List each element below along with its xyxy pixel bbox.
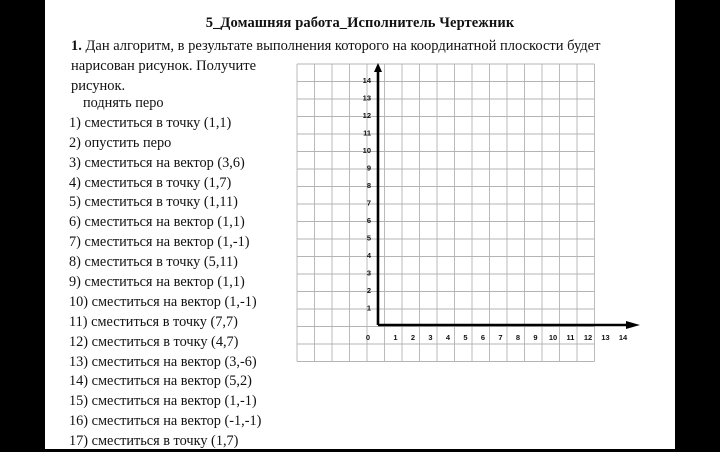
coordinate-grid-svg	[295, 62, 628, 362]
x-tick-label: 2	[410, 333, 416, 342]
y-tick-label: 6	[366, 216, 371, 225]
task-number: 1.	[71, 38, 82, 54]
step-item: 10) сместиться на вектор (1,-1)	[69, 293, 257, 310]
x-tick-label: 6	[480, 333, 486, 342]
x-tick-label: 14	[618, 333, 628, 342]
y-tick-label: 2	[366, 286, 371, 295]
step-item: 12) сместиться в точку (4,7)	[69, 333, 239, 350]
task-text: Дан алгоритм, в результате выполнения которого на координатной плоскости будет	[85, 38, 601, 54]
x-tick-label: 13	[601, 333, 610, 342]
y-tick-label: 9	[366, 163, 371, 173]
y-tick-label: 14	[362, 76, 371, 85]
step-item: 15) сместиться на вектор (1,-1)	[69, 393, 257, 410]
step-item: 14) сместиться на вектор (5,2)	[69, 373, 252, 390]
step-item: 3) сместиться на вектор (3,6)	[69, 154, 245, 171]
task-text-line1	[71, 38, 600, 55]
step-item: 11) сместиться в точку (7,7)	[69, 313, 238, 330]
y-tick-label: 5	[366, 233, 371, 243]
y-tick-label: 3	[366, 268, 371, 278]
step-item: 6) сместиться на вектор (1,1)	[69, 214, 245, 231]
step-item: 9) сместиться на вектор (1,1)	[69, 274, 245, 291]
y-tick-label: 10	[362, 146, 371, 155]
y-tick-label: 7	[366, 198, 371, 208]
y-tick-label: 1	[366, 303, 371, 313]
origin-label: 0	[365, 333, 371, 342]
x-axis-arrow	[626, 321, 640, 329]
x-tick-label: 9	[533, 333, 538, 342]
x-tick-label: 1	[393, 333, 398, 342]
step-item: 1) сместиться в точку (1,1)	[69, 114, 232, 131]
step-item: 16) сместиться на вектор (-1,-1)	[69, 413, 262, 430]
x-tick-label: 5	[463, 333, 468, 342]
worksheet-page	[45, 0, 675, 449]
page-title: 5_Домашняя работа_Исполнитель Чертежник	[205, 15, 515, 31]
task-text-line2: нарисован рисунок. Получите	[71, 58, 257, 74]
coordinate-plane	[295, 62, 628, 362]
step-item: 17) сместиться в точку (1,7)	[69, 433, 239, 450]
x-tick-label: 3	[428, 333, 433, 342]
x-tick-label: 11	[566, 333, 575, 342]
x-tick-label: 12	[583, 333, 593, 342]
x-tick-label: 7	[498, 333, 503, 342]
algorithm-steps	[69, 94, 261, 452]
x-tick-label: 10	[548, 333, 558, 342]
y-tick-label: 8	[366, 181, 371, 190]
step-item: поднять перо	[83, 95, 164, 111]
step-item: 2) опустить перо	[69, 134, 172, 151]
step-item: 7) сместиться на вектор (1,-1)	[69, 234, 250, 251]
y-tick-label: 11	[363, 128, 371, 138]
step-item: 5) сместиться в точку (1,11)	[69, 194, 238, 211]
step-item: 4) сместиться в точку (1,7)	[69, 174, 232, 191]
x-tick-label: 8	[515, 333, 521, 342]
y-tick-label: 4	[366, 251, 371, 260]
y-tick-label: 13	[362, 93, 371, 103]
step-item: 13) сместиться на вектор (3,-6)	[69, 353, 257, 370]
y-tick-label: 12	[362, 111, 371, 120]
task-text-line3: рисунок.	[71, 78, 126, 94]
x-tick-label: 4	[445, 333, 451, 342]
step-item: 8) сместиться в точку (5,11)	[69, 254, 238, 271]
